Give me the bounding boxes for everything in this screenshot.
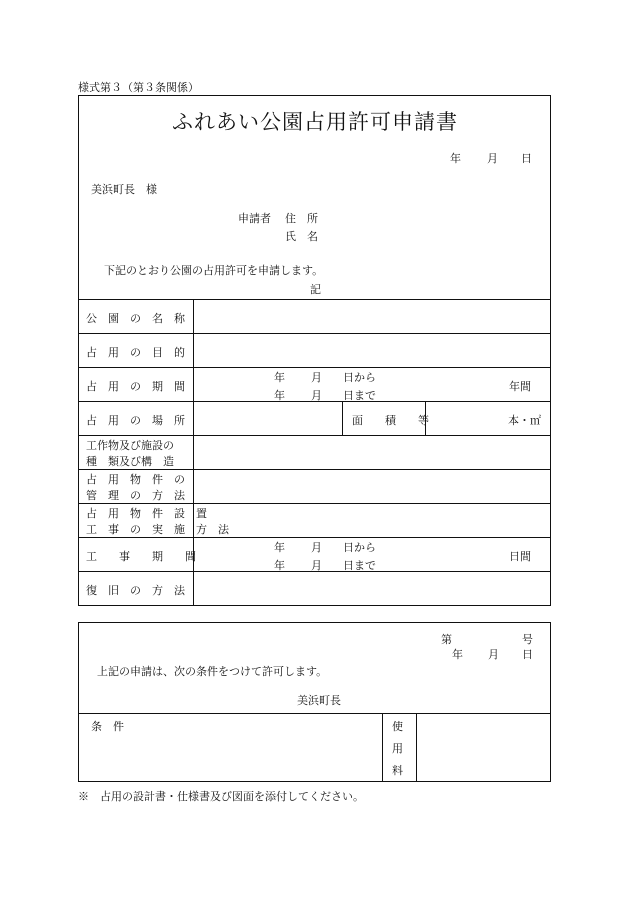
works-to-year: 年: [274, 559, 285, 572]
date-month-label: 月: [487, 152, 498, 165]
works-to-month: 月: [311, 559, 322, 572]
form-reference: 様式第３（第３条関係）: [78, 81, 199, 94]
row-label-period: 占 用 の 期 間: [86, 380, 185, 393]
row-label-structure-1: 工作物及び施設の: [86, 439, 174, 452]
works-from-month: 月: [311, 541, 322, 554]
structure-field[interactable]: [195, 437, 549, 468]
fee-label-3: 料: [392, 764, 403, 777]
row-label-install-1: 占 用 物 件 設 置: [86, 507, 207, 520]
period-to-day: 日まで: [343, 389, 376, 402]
name-label: 氏 名: [285, 230, 318, 243]
row-label-purpose: 占 用 の 目 的: [86, 346, 185, 359]
period-years-unit: 年間: [509, 380, 531, 393]
works-to-day: 日まで: [343, 559, 376, 572]
intro-text: 下記のとおり公園の占用許可を申請します。: [104, 264, 324, 277]
permit-date-day: 日: [522, 648, 533, 661]
purpose-field[interactable]: [195, 335, 549, 366]
conditions-field[interactable]: [91, 735, 377, 779]
permit-date-month: 月: [488, 648, 499, 661]
row-label-park-name: 公 園 の 名 称: [86, 312, 185, 325]
works-days-unit: 日間: [509, 550, 531, 563]
form-title: ふれあい公園占用許可申請書: [172, 110, 458, 134]
date-day-label: 日: [521, 152, 532, 165]
period-from-month: 月: [311, 371, 322, 384]
fee-label-2: 用: [392, 742, 403, 755]
period-to-month: 月: [311, 389, 322, 402]
install-method-field[interactable]: [195, 505, 549, 536]
area-unit: 本・㎡: [508, 414, 541, 427]
permit-issuer: 美浜町長: [297, 694, 341, 707]
period-from-day: 日から: [343, 371, 376, 384]
place-field[interactable]: [195, 403, 341, 434]
row-label-place: 占 用 の 場 所: [86, 414, 185, 427]
fee-field[interactable]: [418, 715, 549, 780]
permit-statement: 上記の申請は、次の条件をつけて許可します。: [97, 665, 328, 678]
permit-date-year: 年: [452, 648, 463, 661]
address-label: 住 所: [285, 212, 318, 225]
row-label-management-1: 占 用 物 件 の: [86, 473, 185, 486]
restore-method-field[interactable]: [195, 573, 549, 604]
management-field[interactable]: [195, 471, 549, 502]
addressee: 美浜町長 様: [91, 183, 157, 196]
conditions-label: 条 件: [91, 720, 124, 733]
works-from-year: 年: [274, 541, 285, 554]
row-label-works-period: 工 事 期 間: [86, 550, 196, 563]
park-name-field[interactable]: [195, 301, 549, 332]
area-label: 面 積 等: [352, 414, 429, 427]
works-from-day: 日から: [343, 541, 376, 554]
fee-label-1: 使: [392, 720, 403, 733]
ki-label: 記: [310, 283, 321, 296]
permit-number-suffix: 号: [522, 633, 533, 646]
period-from-year: 年: [274, 371, 285, 384]
date-year-label: 年: [450, 152, 461, 165]
row-label-structure-2: 種 類及び構 造: [86, 455, 174, 468]
row-label-management-2: 管 理 の 方 法: [86, 489, 185, 502]
period-to-year: 年: [274, 389, 285, 402]
applicant-label: 申請者: [238, 212, 271, 225]
row-label-restore: 復 旧 の 方 法: [86, 584, 185, 597]
permit-number-prefix: 第: [441, 633, 452, 646]
footnote: ※ 占用の設計書・仕様書及び図面を添付してください。: [78, 790, 364, 803]
row-label-install-2: 工 事 の 実 施 方 法: [86, 523, 229, 536]
